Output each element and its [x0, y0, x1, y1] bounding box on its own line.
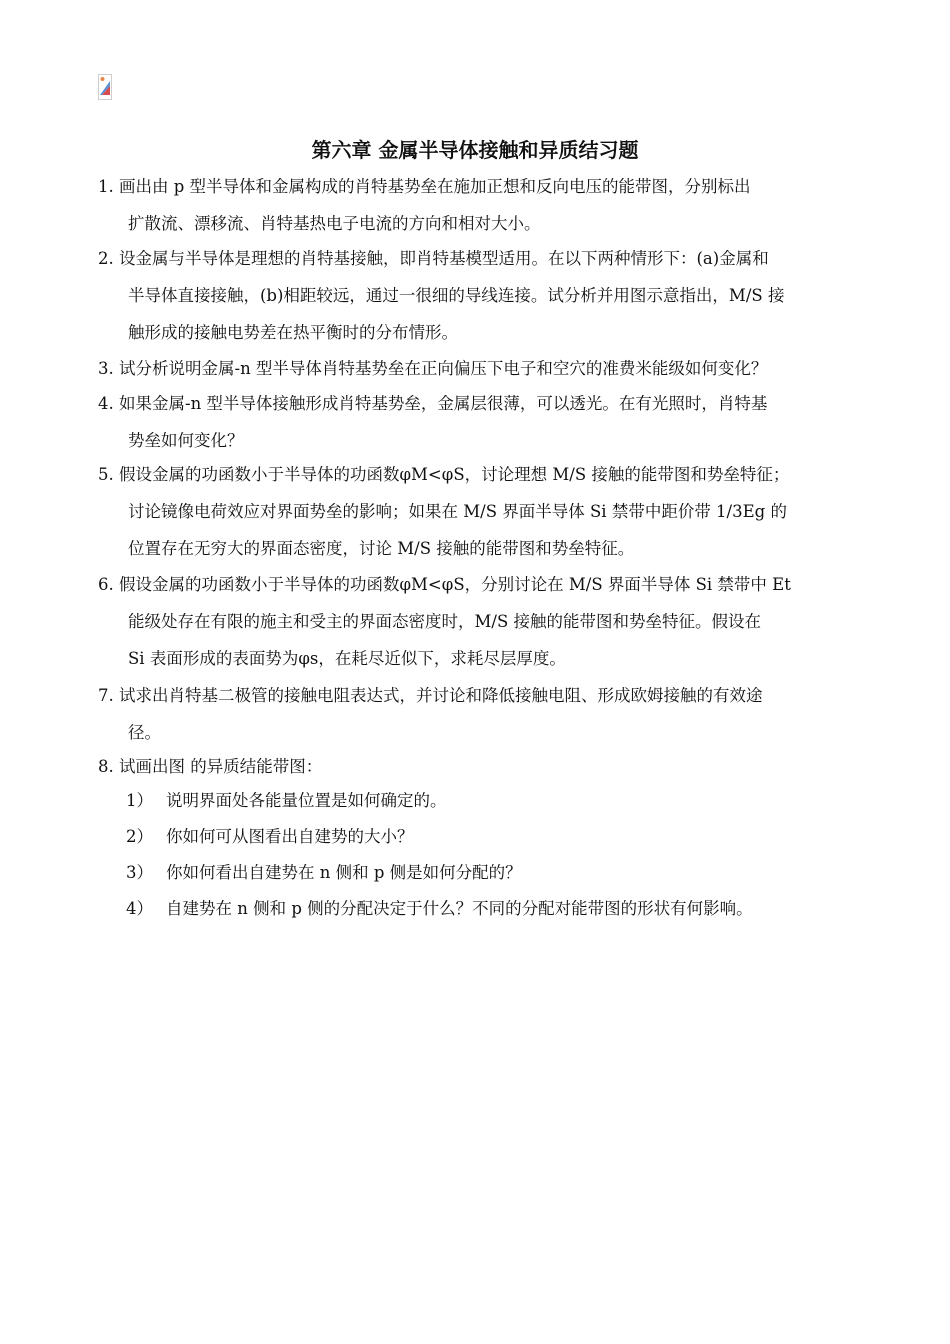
subitem-number: 2） [126, 827, 153, 846]
subitem [126, 892, 846, 926]
subitem-text: 自建势在 n 侧和 p 侧的分配决定于什么？不同的分配对能带图的形状有何影响。 [166, 899, 753, 918]
question-2 [98, 240, 858, 351]
broken-image-icon [98, 74, 112, 100]
question-line: 7. 试求出肖特基二极管的接触电阻表达式，并讨论和降低接触电阻、形成欧姆接触的有效途 [98, 686, 763, 705]
subitem [126, 856, 846, 890]
subitem-number: 1） [126, 791, 153, 810]
question-7 [98, 677, 858, 751]
question-line: 扩散流、漂移流、肖特基热电子电流的方向和相对大小。 [128, 214, 541, 233]
subitem [126, 784, 846, 818]
question-line: 触形成的接触电势差在热平衡时的分布情形。 [128, 323, 458, 342]
question-line: 半导体直接接触，(b)相距较远，通过一很细的导线连接。试分析并用图示意指出，M/S 接 [128, 286, 785, 305]
question-5 [98, 456, 858, 567]
question-line: 2. 设金属与半导体是理想的肖特基接触，即肖特基模型适用。在以下两种情形下：(a)金属和 [98, 249, 769, 268]
question-line: 能级处存在有限的施主和受主的界面态密度时，M/S 接触的能带图和势垒特征。假设在 [128, 612, 762, 631]
question-3 [98, 350, 858, 387]
question-1 [98, 168, 858, 242]
subitem-text: 说明界面处各能量位置是如何确定的。 [166, 791, 447, 810]
question-8 [98, 748, 858, 785]
page-title: 第六章 金属半导体接触和异质结习题 [311, 138, 639, 162]
question-line: 5. 假设金属的功函数小于半导体的功函数φM<φS，讨论理想 M/S 接触的能带图和势垒特征； [98, 465, 790, 484]
question-6 [98, 566, 858, 677]
question-line: 径。 [128, 723, 161, 742]
subitem-text: 你如何看出自建势在 n 侧和 p 侧是如何分配的？ [166, 863, 522, 882]
question-line: Si 表面形成的表面势为φs，在耗尽近似下，求耗尽层厚度。 [128, 649, 566, 668]
subitem-number: 3） [126, 863, 153, 882]
question-line: 位置存在无穷大的界面态密度，讨论 M/S 接触的能带图和势垒特征。 [128, 539, 635, 558]
subitem-number: 4） [126, 899, 153, 918]
subitem-text: 你如何可从图看出自建势的大小？ [166, 827, 414, 846]
question-4 [98, 385, 858, 459]
question-line: 8. 试画出图 的异质结能带图： [98, 757, 323, 776]
subitem [126, 820, 846, 854]
question-line: 6. 假设金属的功函数小于半导体的功函数φM<φS，分别讨论在 M/S 界面半导体 Si 禁带中 Et [98, 575, 791, 594]
question-line: 势垒如何变化？ [128, 431, 244, 450]
question-line: 4. 如果金属-n 型半导体接触形成肖特基势垒，金属层很薄，可以透光。在有光照时，肖特基 [98, 394, 768, 413]
question-line: 1. 画出由 p 型半导体和金属构成的肖特基势垒在施加正想和反向电压的能带图，分别标出 [98, 177, 751, 196]
question-line: 讨论镜像电荷效应对界面势垒的影响；如果在 M/S 界面半导体 Si 禁带中距价带 1/3Eg 的 [128, 502, 787, 521]
question-line: 3. 试分析说明金属-n 型半导体肖特基势垒在正向偏压下电子和空穴的准费米能级如何变化？ [98, 359, 768, 378]
